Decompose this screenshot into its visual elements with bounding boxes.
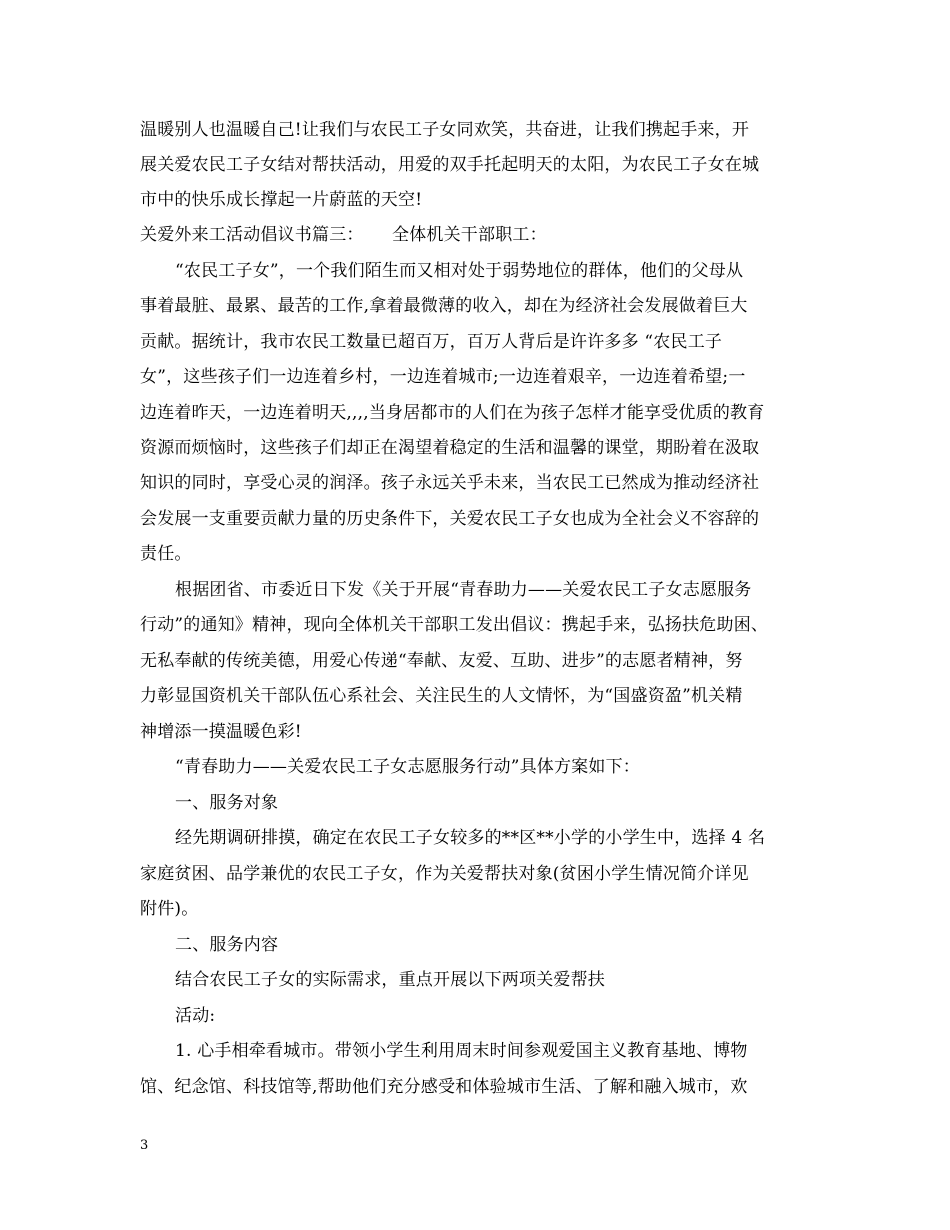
text-line: 经先期调研排摸，确定在农民工子女较多的**区**小学的小学生中，选择 4 名 [175,828,766,848]
text-line: 神增添一摸温暖色彩! [140,722,302,742]
text-line: 一、服务对象 [175,793,279,813]
text-line: 家庭贫困、品学兼优的农民工子女，作为关爱帮扶对象(贫困小学生情况简介详见 [140,864,749,884]
text-line: 活动: [175,1006,216,1026]
text-line: 1. 心手相牵看城市。带领小学生利用周末时间参观爱国主义教育基地、博物 [175,1041,748,1061]
section-heading-title: 关爱外来工活动倡议书篇三： [140,225,364,245]
text-line: 责任。 [140,544,192,564]
text-line: 行动”的通知》精神，现向全体机关干部职工发出倡议：携起手来，弘扬扶危助困、 [140,615,769,635]
text-line: 无私奉献的传统美德，用爱心传递“奉献、友爱、互助、进步”的志愿者精神，努 [140,651,743,671]
text-line: 边连着昨天，一边连着明天,,,,当身居都市的人们在为孩子怎样才能享受优质的教育 [140,403,765,423]
text-line: 会发展一支重要贡献力量的历史条件下，关爱农民工子女也成为全社会义不容辞的 [140,509,760,529]
text-line: 知识的同时，享受心灵的润泽。孩子永远关乎未来，当农民工已然成为推动经济社 [140,473,760,493]
text-line: 展关爱农民工子女结对帮扶活动，用爱的双手托起明天的太阳，为农民工子女在城 [140,155,760,175]
page-number: 3 [140,1138,149,1153]
text-line: 结合农民工子女的实际需求，重点开展以下两项关爱帮扶 [175,970,605,990]
text-line: 市中的快乐成长撑起一片蔚蓝的天空! [140,190,423,210]
text-line: “青春助力——关爱农民工子女志愿服务行动”具体方案如下： [175,757,640,777]
text-line: 二、服务内容 [175,935,279,955]
salutation: 全体机关干部职工： [392,225,547,245]
text-line: 资源而烦恼时，这些孩子们却正在渴望着稳定的生活和温馨的课堂，期盼着在汲取 [140,438,760,458]
section-heading-line [140,225,800,245]
text-line: 事着最脏、最累、最苦的工作,拿着最微薄的收入，却在为经济社会发展做着巨大 [140,296,748,316]
text-line: 根据团省、市委近日下发《关于开展“青春助力——关爱农民工子女志愿服务 [175,580,752,600]
text-line: 温暖别人也温暖自己!让我们与农民工子女同欢笑，共奋进，让我们携起手来，开 [140,120,750,140]
text-line: 贡献。据统计，我市农民工数量已超百万，百万人背后是许许多多 “农民工子 [140,332,723,352]
text-line: 女”，这些孩子们一边连着乡村，一边连着城市;一边连着艰辛，一边连着希望;一 [140,367,746,387]
text-line: 附件)。 [140,899,199,919]
text-line: 馆、纪念馆、科技馆等,帮助他们充分感受和体验城市生活、了解和融入城市，欢 [140,1077,748,1097]
text-line: “农民工子女”，一个我们陌生而又相对处于弱势地位的群体，他们的父母从 [175,261,744,281]
text-line: 力彰显国资机关干部队伍心系社会、关注民生的人文情怀，为“国盛资盈”机关精 [140,686,743,706]
